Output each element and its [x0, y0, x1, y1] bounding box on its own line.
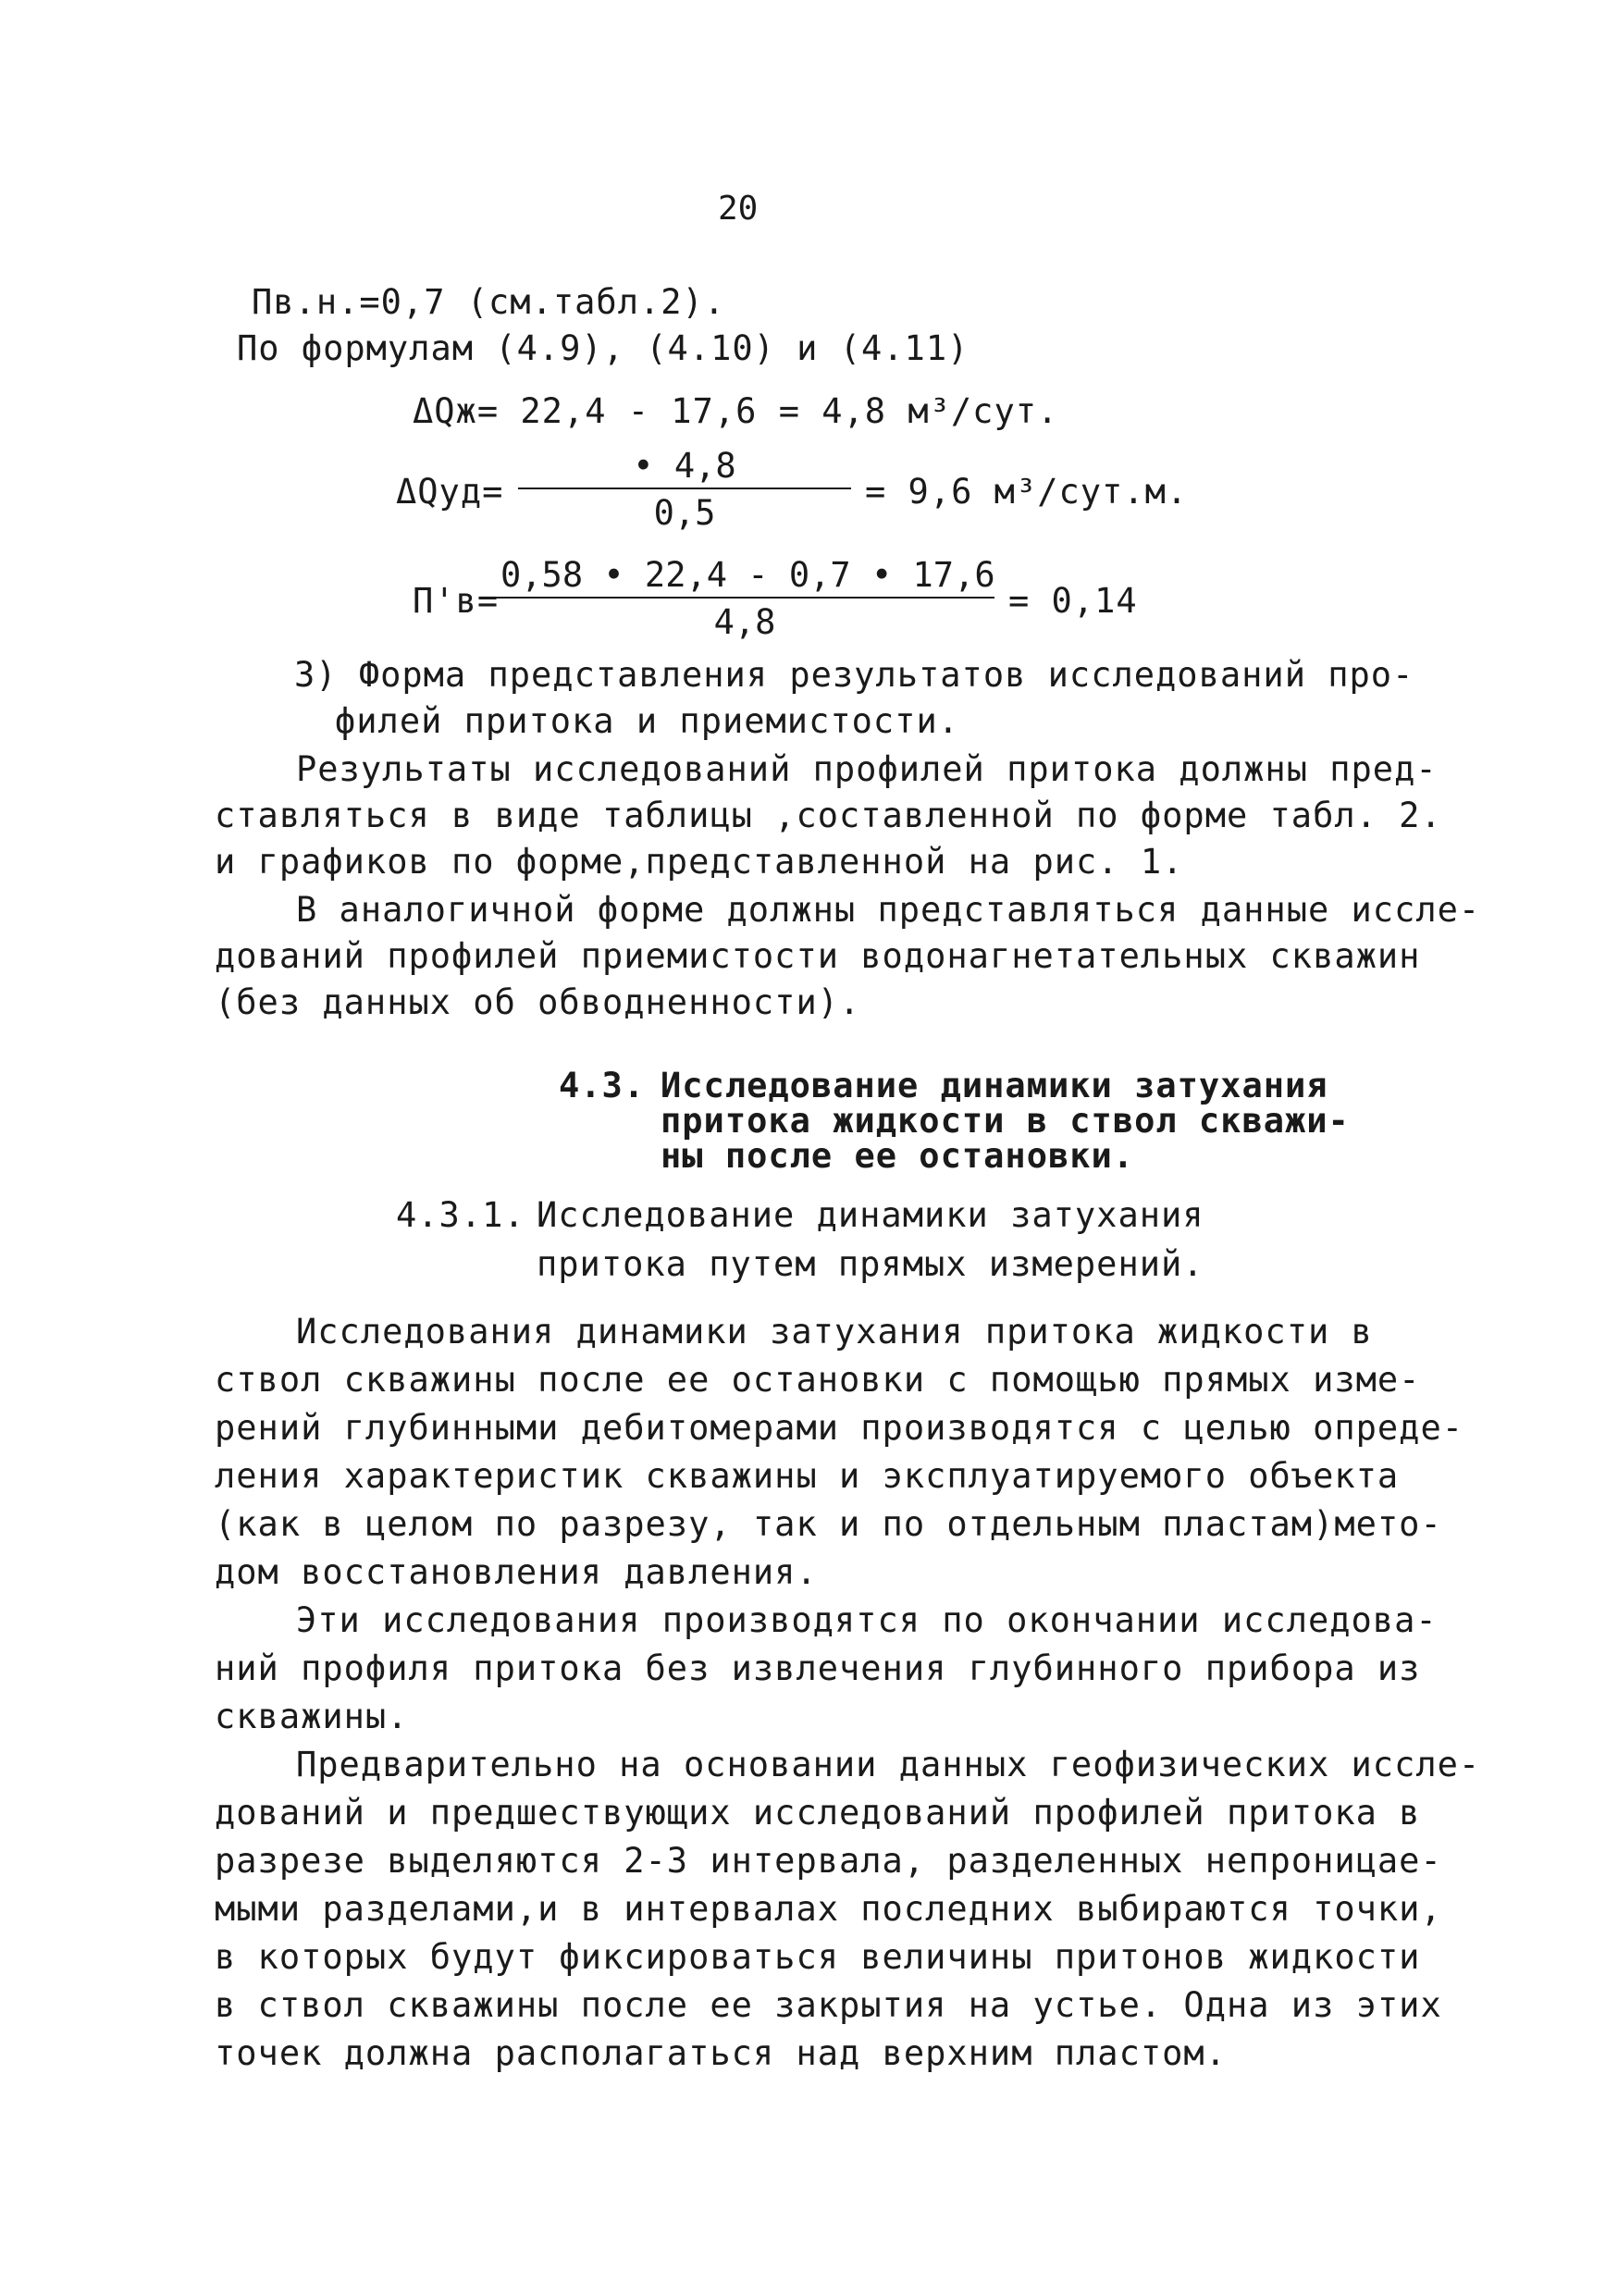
paragraph-2-line-2: дований профилей приемистости водонагнетательных скважин	[215, 936, 1421, 976]
equation-delta-q-liquid: ΔQж= 22,4 - 17,6 = 4,8 м³/сут.	[413, 391, 1059, 431]
paragraph-1-line-1: Результаты исследований профилей притока должны пред-	[296, 749, 1438, 789]
section-4-3-1-title-line-2: притока путем прямых измерений.	[537, 1244, 1204, 1284]
equation-water-cut-lhs: П'в=	[413, 581, 500, 621]
paragraph-3-line-5: (как в целом по разрезу, так и по отдельным пластам)мето-	[215, 1504, 1442, 1544]
paragraph-4-line-1: Эти исследования производятся по окончании исследова-	[296, 1600, 1438, 1640]
equation-water-cut-rhs: = 0,14	[1008, 581, 1138, 621]
paragraph-3-line-1: Исследования динамики затухания притока жидкости в	[296, 1312, 1373, 1352]
section-4-3-1-title-line-1: Исследование динамики затухания	[537, 1195, 1204, 1235]
section-4-3-number: 4.3.	[559, 1066, 646, 1105]
item-3-line-1: 3) Форма представления результатов исследований про-	[294, 655, 1414, 695]
fraction-denominator: 0,5	[653, 493, 716, 533]
page-number: 20	[718, 190, 759, 228]
paragraph-1-line-2: ставляться в виде таблицы ,составленной по форме табл. 2.	[215, 796, 1442, 835]
paragraph-5-line-2: дований и предшествующих исследований профилей притока в	[215, 1793, 1421, 1833]
section-4-3-1-number: 4.3.1.	[396, 1195, 525, 1235]
fraction-numerator: 0,58 • 22,4 - 0,7 • 17,6	[495, 555, 994, 599]
paragraph-3-line-6: дом восстановления давления.	[215, 1552, 818, 1592]
paragraph-5-line-1: Предварительно на основании данных геофизических иссле-	[296, 1745, 1481, 1784]
fraction-denominator: 4,8	[713, 602, 776, 642]
paragraph-3-line-2: ствол скважины после ее остановки с помощью прямых изме-	[215, 1360, 1421, 1400]
paragraph-5-line-6: в ствол скважины после ее закрытия на устье. Одна из этих	[215, 1985, 1442, 2025]
paragraph-5-line-5: в которых будут фиксироваться величины притонов жидкости	[215, 1937, 1421, 1977]
equation-delta-q-specific-lhs: ΔQуд=	[396, 472, 504, 512]
item-3-line-2: филей притока и приемистости.	[335, 701, 960, 741]
paragraph-5-line-7: точек должна располагаться над верхним пластом.	[215, 2033, 1227, 2073]
paragraph-2-line-3: (без данных об обводненности).	[215, 982, 861, 1022]
equation-water-cut-fraction	[495, 555, 994, 642]
coefficient-line: Пв.н.=0,7 (см.табл.2).	[252, 282, 726, 322]
paragraph-5-line-3: разрезе выделяются 2-3 интервала, разделенных непроницае-	[215, 1841, 1442, 1881]
paragraph-5-line-4: мыми разделами,и в интервалах последних выбираются точки,	[215, 1889, 1442, 1929]
paragraph-3-line-4: ления характеристик скважины и эксплуатируемого объекта	[215, 1456, 1400, 1496]
paragraph-4-line-2: ний профиля притока без извлечения глубинного прибора из	[215, 1648, 1421, 1688]
equation-delta-q-specific-rhs: = 9,6 м³/сут.м.	[865, 472, 1189, 512]
formula-reference-line: По формулам (4.9), (4.10) и (4.11)	[237, 328, 970, 368]
section-4-3-title-line-2: притока жидкости в ствол скважи-	[661, 1101, 1350, 1141]
paragraph-3-line-3: рений глубинными дебитомерами производятся с целью опреде-	[215, 1408, 1464, 1448]
section-4-3-title-line-1: Исследование динамики затухания	[661, 1066, 1328, 1105]
paragraph-1-line-3: и графиков по форме,представленной на рис. 1.	[215, 842, 1184, 882]
equation-delta-q-specific-fraction	[518, 446, 851, 533]
paragraph-2-line-1: В аналогичной форме должны представляться данные иссле-	[296, 890, 1481, 930]
fraction-numerator: • 4,8	[518, 446, 851, 489]
paragraph-4-line-3: скважины.	[215, 1697, 409, 1736]
section-4-3-title-line-3: ны после ее остановки.	[661, 1136, 1135, 1176]
